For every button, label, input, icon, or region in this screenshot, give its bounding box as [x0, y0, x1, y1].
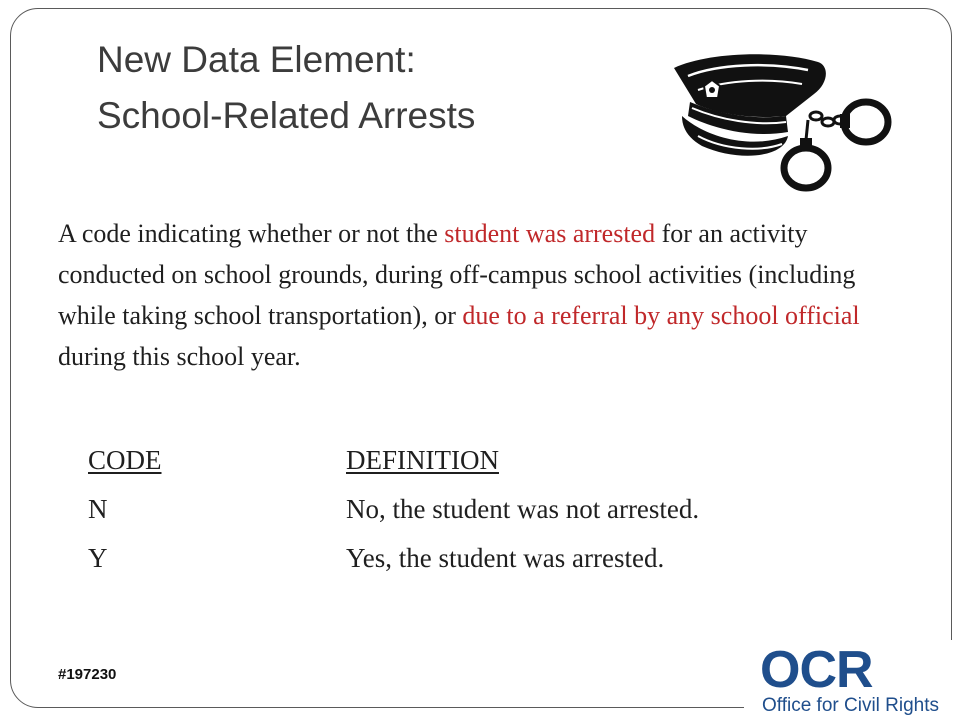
slide-title [97, 32, 475, 144]
description-part-1: A code indicating whether or not the [58, 219, 445, 248]
definition-header: DEFINITION [346, 445, 499, 475]
table-row [88, 534, 848, 583]
table-row [88, 485, 848, 534]
police-cap-and-handcuffs-icon [668, 50, 898, 200]
slide-id: #197230 [58, 666, 117, 683]
description-highlight-referral: due to a referral by any school official [462, 301, 860, 330]
ocr-logo-subtitle: Office for Civil Rights [762, 695, 940, 716]
title-line-1: New Data Element: [97, 39, 416, 80]
ocr-logo-letters: OCR [760, 641, 873, 699]
definition-cell: No, the student was not arrested. [346, 494, 700, 524]
element-description [58, 213, 908, 377]
ocr-logo [744, 640, 960, 720]
title-line-2: School-Related Arrests [97, 95, 476, 136]
code-definition-table [88, 436, 848, 583]
description-highlight-arrested: student was arrested [444, 219, 656, 248]
description-part-2: for an activity conducted on school grounds, during off-campus school activities (including while taking school transportation), or [58, 219, 856, 330]
table-header-row [88, 436, 848, 485]
definition-cell: Yes, the student was arrested. [346, 543, 665, 573]
code-cell: N [88, 494, 108, 524]
description-part-3: during this school year. [58, 342, 301, 371]
code-header: CODE [88, 445, 162, 475]
code-cell: Y [88, 543, 108, 573]
